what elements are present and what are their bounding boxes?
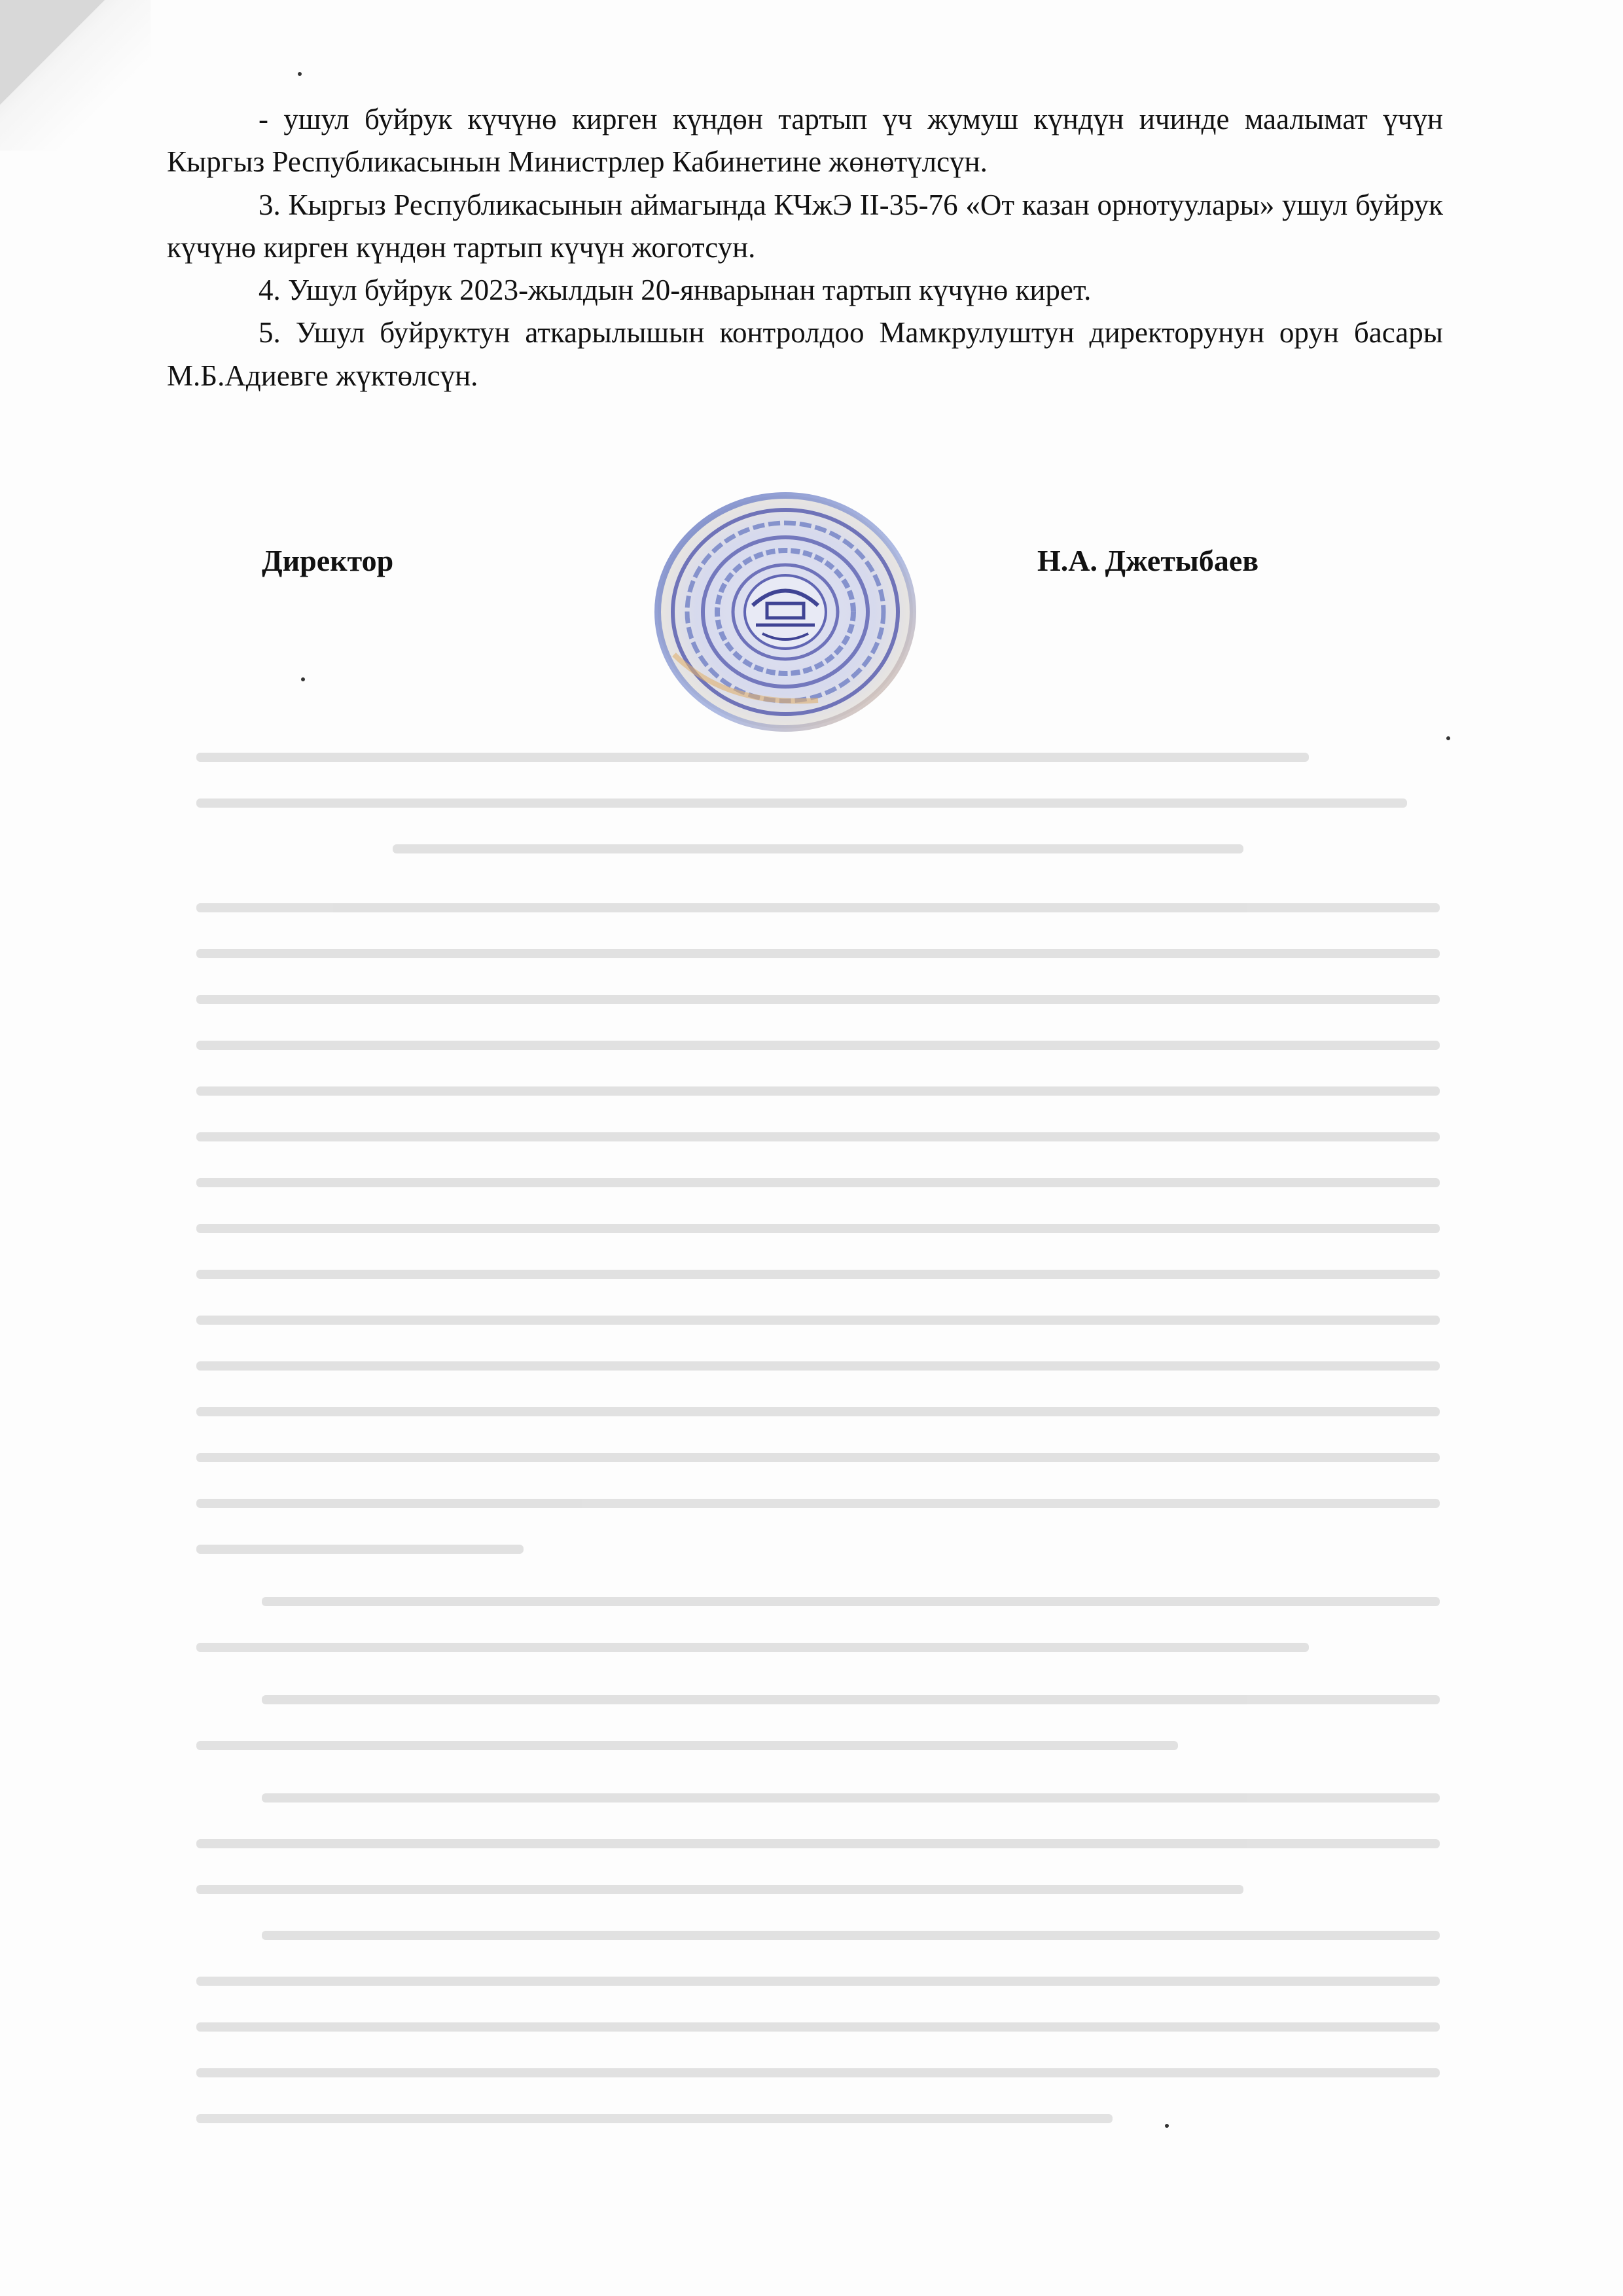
scan-speck <box>298 72 302 76</box>
folded-corner <box>0 0 105 105</box>
scan-speck <box>301 677 305 681</box>
paragraph-item-3: 3. Кыргыз Республикасынын аймагында КЧжЭ II-35-76 «От казан орнотуулары» ушул буйрук күчүнө кирген күндөн тартып күчүн жоготсун. <box>167 188 1443 264</box>
scan-speck <box>1165 2124 1169 2128</box>
official-seal-icon <box>648 491 923 733</box>
signatory-title: Директор <box>262 544 394 577</box>
signatory-name: Н.А. Джетыбаев <box>1037 544 1259 577</box>
reverse-side-show-through <box>196 753 1459 2127</box>
paragraph-send-to-cabinet: - ушул буйрук күчүнө кирген күндөн тартып үч жумуш күндүн ичинде маалымат үчүн Кыргыз Республикасынын Министрлер Кабинетине жөнөтүлсүн. <box>167 103 1443 179</box>
paragraph-item-4: 4. Ушул буйрук 2023-жылдын 20-январынан тартып күчүнө кирет. <box>259 274 1092 306</box>
order-body-text <box>167 98 1443 397</box>
paragraph-item-5: 5. Ушул буйруктун аткарылышын контролдоо Мамкрулуштун директорунун орун басары М.Б.Адиевге жүктөлсүн. <box>167 316 1443 392</box>
scan-speck <box>1446 736 1450 740</box>
